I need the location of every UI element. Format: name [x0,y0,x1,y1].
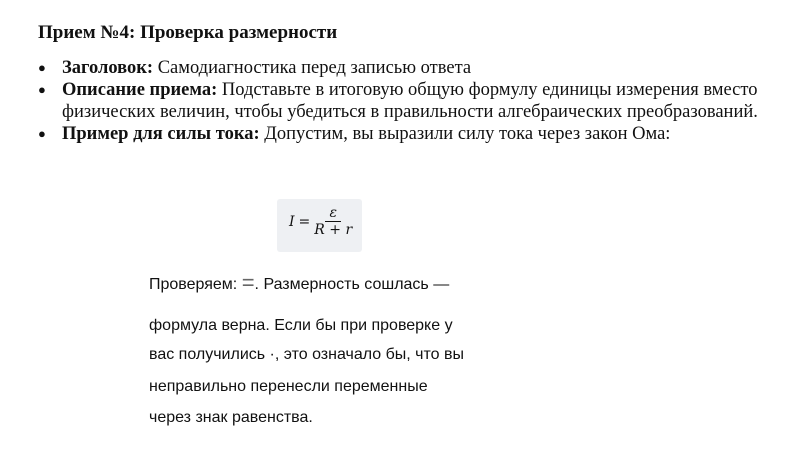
check-paragraph-line-5: через знак равенства. [149,409,313,426]
bullet-text: Допустим, вы выразили силу тока через закон Ома: [259,124,671,144]
bullet-item-example [38,123,758,145]
bullet-list [38,57,758,145]
formula-lhs: I [289,214,295,230]
bullet-label: Описание приема: [62,80,218,100]
formula-fraction [314,205,352,239]
bullet-text: Самодиагностика перед записью ответа [153,58,472,78]
bullet-label: Пример для силы тока: [62,124,260,144]
formula-denominator: R + r [314,222,353,238]
check-paragraph-line-4: неправильно перенесли переменные [149,378,428,395]
bullet-dot-icon: ● [38,126,46,141]
equals-symbol: = [241,270,255,295]
bullet-text: Подставьте в итоговую общую формулу единицы измерения вместо физических величин, чтобы убедиться в правильности алгебраических преобразований. [62,80,758,122]
check-paragraph-line-1 [149,270,449,296]
bullet-dot-icon: ● [38,82,46,97]
bullet-dot-icon: ● [38,60,46,75]
check-paragraph-line-3: вас получились ·, это означало бы, что вы [149,346,464,363]
slide-title: Прием №4: Проверка размерности [38,22,338,43]
bullet-item-heading [38,57,758,79]
check-paragraph-line-2: формула верна. Если бы при проверке у [149,317,453,334]
check-prefix: Проверяем: [149,276,242,293]
check-line1-rest: . Размерность сошлась — [254,276,450,293]
formula-equals: = [298,214,311,230]
ohm-law-formula [289,205,352,239]
formula-numerator: ε [325,205,341,222]
bullet-item-description [38,79,758,123]
bullet-label: Заголовок: [62,58,154,78]
